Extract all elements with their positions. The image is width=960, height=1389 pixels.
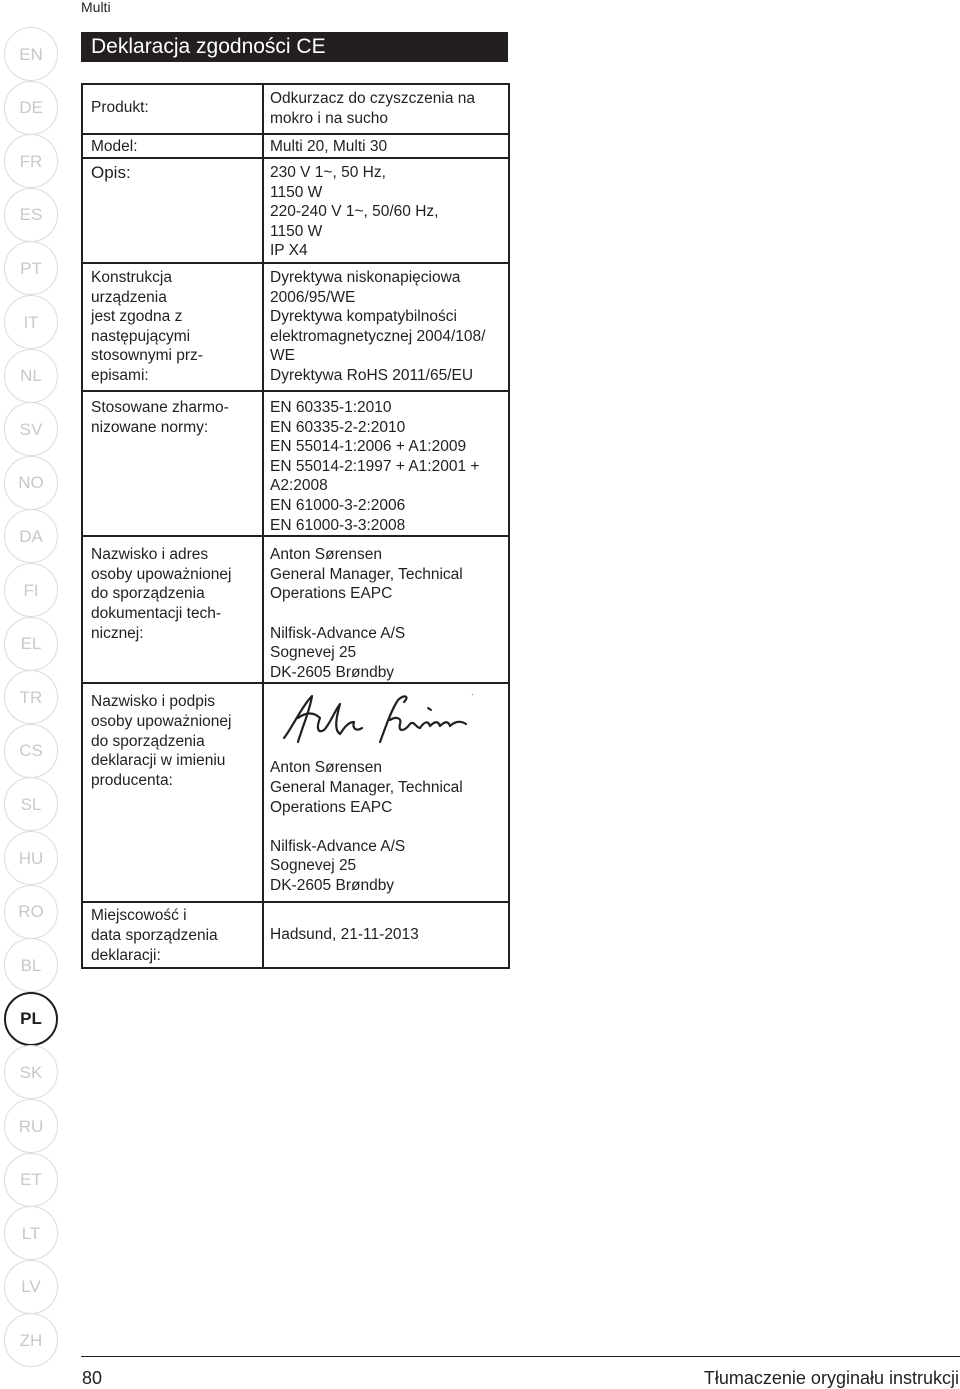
language-tab-en[interactable]: EN (4, 27, 58, 81)
row-miejscowosc (82, 902, 509, 968)
miejscowosc-value (263, 902, 509, 968)
text-line: EN 61000-3-2:2006 (270, 496, 406, 514)
text-line: 1150 W (270, 222, 323, 240)
text-line: Odkurzacz do czyszczenia na (270, 90, 476, 107)
language-tab-el[interactable]: EL (4, 617, 58, 671)
text-line: deklaracji: (91, 946, 161, 964)
text-line: Dyrektywa RoHS 2011/65/EU (270, 366, 474, 384)
page-number: 80 (82, 1368, 103, 1388)
normy-label (82, 391, 263, 536)
row-konstrukcja (82, 263, 509, 391)
text-line: Dyrektywa niskonapięciowa (270, 269, 461, 286)
row-opis (82, 158, 509, 263)
text-line: EN 55014-1:2006 + A1:2009 (270, 438, 467, 456)
footer-divider (81, 1356, 960, 1357)
text-line: Hadsund, 21-11-2013 (270, 926, 419, 944)
text-line: General Manager, Technical (270, 565, 463, 583)
text-line: Nazwisko i podpis (91, 693, 216, 711)
text-line: DK-2605 Brøndby (270, 876, 395, 894)
opis-label (82, 158, 263, 263)
text-line: Operations EAPC (270, 798, 393, 816)
language-tab-es[interactable]: ES (4, 188, 58, 242)
text-line: deklaracji w imieniu (91, 752, 226, 770)
language-tab-pt[interactable]: PT (4, 241, 58, 295)
language-tab-pl[interactable]: PL (4, 992, 58, 1046)
text-line: EN 60335-2-2:2010 (270, 418, 406, 436)
row-model (82, 134, 509, 158)
text-line: data sporządzenia (91, 926, 218, 944)
text-line: IP X4 (270, 242, 308, 260)
konstrukcja-value (263, 263, 509, 391)
podpis-label (82, 683, 263, 902)
language-tab-de[interactable]: DE (4, 81, 58, 135)
text-line: Operations EAPC (270, 585, 393, 603)
language-tab-sl[interactable]: SL (4, 777, 58, 831)
text-line: Model: (91, 138, 138, 155)
text-line: Stosowane zharmo- (91, 399, 229, 416)
language-tab-lt[interactable]: LT (4, 1206, 58, 1260)
text-line: następującymi (91, 327, 191, 345)
text-line: Multi 20, Multi 30 (270, 138, 388, 155)
language-tab-bl[interactable]: BL (4, 938, 58, 992)
text-line: Miejscowość i (91, 907, 187, 925)
row-podpis (82, 683, 509, 902)
text-line: 2006/95/WE (270, 288, 356, 306)
language-tab-cs[interactable]: CS (4, 724, 58, 778)
produkt-value (263, 84, 509, 134)
language-tab-fr[interactable]: FR (4, 134, 58, 188)
page-title: Deklaracja zgodności CE (81, 32, 508, 62)
language-tab-fi[interactable]: FI (4, 563, 58, 617)
text-line: episami: (91, 366, 149, 384)
language-tab-hu[interactable]: HU (4, 831, 58, 885)
text-line: EN 61000-3-3:2008 (270, 516, 406, 534)
language-tab-sv[interactable]: SV (4, 402, 58, 456)
text-line: Sognevej 25 (270, 857, 357, 875)
text-line: Anton Sørensen (270, 546, 383, 564)
podpis-value (263, 683, 509, 902)
text-line: nizowane normy: (91, 418, 209, 436)
normy-value (263, 391, 509, 536)
language-tab-no[interactable]: NO (4, 456, 58, 510)
row-dokumentacja (82, 536, 509, 683)
language-tab-lv[interactable]: LV (4, 1260, 58, 1314)
text-line: producenta: (91, 771, 173, 789)
text-line: 220-240 V 1~, 50/60 Hz, (270, 203, 439, 221)
row-normy (82, 391, 509, 536)
text-line: 230 V 1~, 50 Hz, (270, 164, 386, 181)
konstrukcja-label (82, 263, 263, 391)
text-line: osoby upoważnionej (91, 565, 232, 583)
produkt-label (82, 84, 263, 134)
text-line: Nilfisk-Advance A/S (270, 837, 406, 855)
text-line: jest zgodna z (91, 308, 183, 326)
language-tab-ru[interactable]: RU (4, 1099, 58, 1153)
text-line: Dyrektywa kompatybilności (270, 308, 457, 326)
text-line: EN 55014-2:1997 + A1:2001 + (270, 457, 480, 475)
text-line: dokumentacji tech- (91, 604, 222, 622)
language-tab-da[interactable]: DA (4, 509, 58, 563)
language-tab-sk[interactable]: SK (4, 1045, 58, 1099)
text-line: urządzenia (91, 288, 167, 306)
dokumentacja-label (82, 536, 263, 683)
model-value (263, 134, 509, 158)
text-line: 1150 W (270, 183, 323, 201)
text-line: Sognevej 25 (270, 644, 357, 662)
text-line: mokro i na sucho (270, 109, 389, 127)
header-product-name: Multi (81, 0, 111, 15)
text-line: nicznej: (91, 624, 144, 642)
language-tab-nl[interactable]: NL (4, 349, 58, 403)
text-line: stosownymi prz- (91, 347, 203, 365)
text-line: EN 60335-1:2010 (270, 399, 392, 416)
text-line: General Manager, Technical (270, 778, 463, 796)
text-line: osoby upoważnionej (91, 712, 232, 730)
text-line: Konstrukcja (91, 269, 172, 286)
text-line: do sporządzenia (91, 585, 205, 603)
language-tab-zh[interactable]: ZH (4, 1313, 58, 1367)
language-tab-et[interactable]: ET (4, 1153, 58, 1207)
text-line: do sporządzenia (91, 732, 205, 750)
row-produkt (82, 84, 509, 134)
signature (280, 688, 480, 748)
text-line: Produkt: (91, 99, 149, 116)
language-tab-tr[interactable]: TR (4, 670, 58, 724)
language-tab-ro[interactable]: RO (4, 885, 58, 939)
dokumentacja-value (263, 536, 509, 683)
text-line: A2:2008 (270, 477, 328, 495)
miejscowosc-label (82, 902, 263, 968)
language-tab-it[interactable]: IT (4, 295, 58, 349)
text-line: Anton Sørensen (270, 759, 383, 777)
opis-value (263, 158, 509, 263)
footer-text: Tłumaczenie oryginału instrukcji (703, 1368, 959, 1388)
text-line: DK-2605 Brøndby (270, 663, 395, 681)
text-line: Opis: (91, 163, 131, 182)
text-line: WE (270, 347, 295, 365)
text-line: elektromagnetycznej 2004/108/ (270, 327, 486, 345)
model-label (82, 134, 263, 158)
text-line: Nilfisk-Advance A/S (270, 624, 406, 642)
text-line: Nazwisko i adres (91, 546, 209, 564)
declaration-table (81, 83, 510, 969)
